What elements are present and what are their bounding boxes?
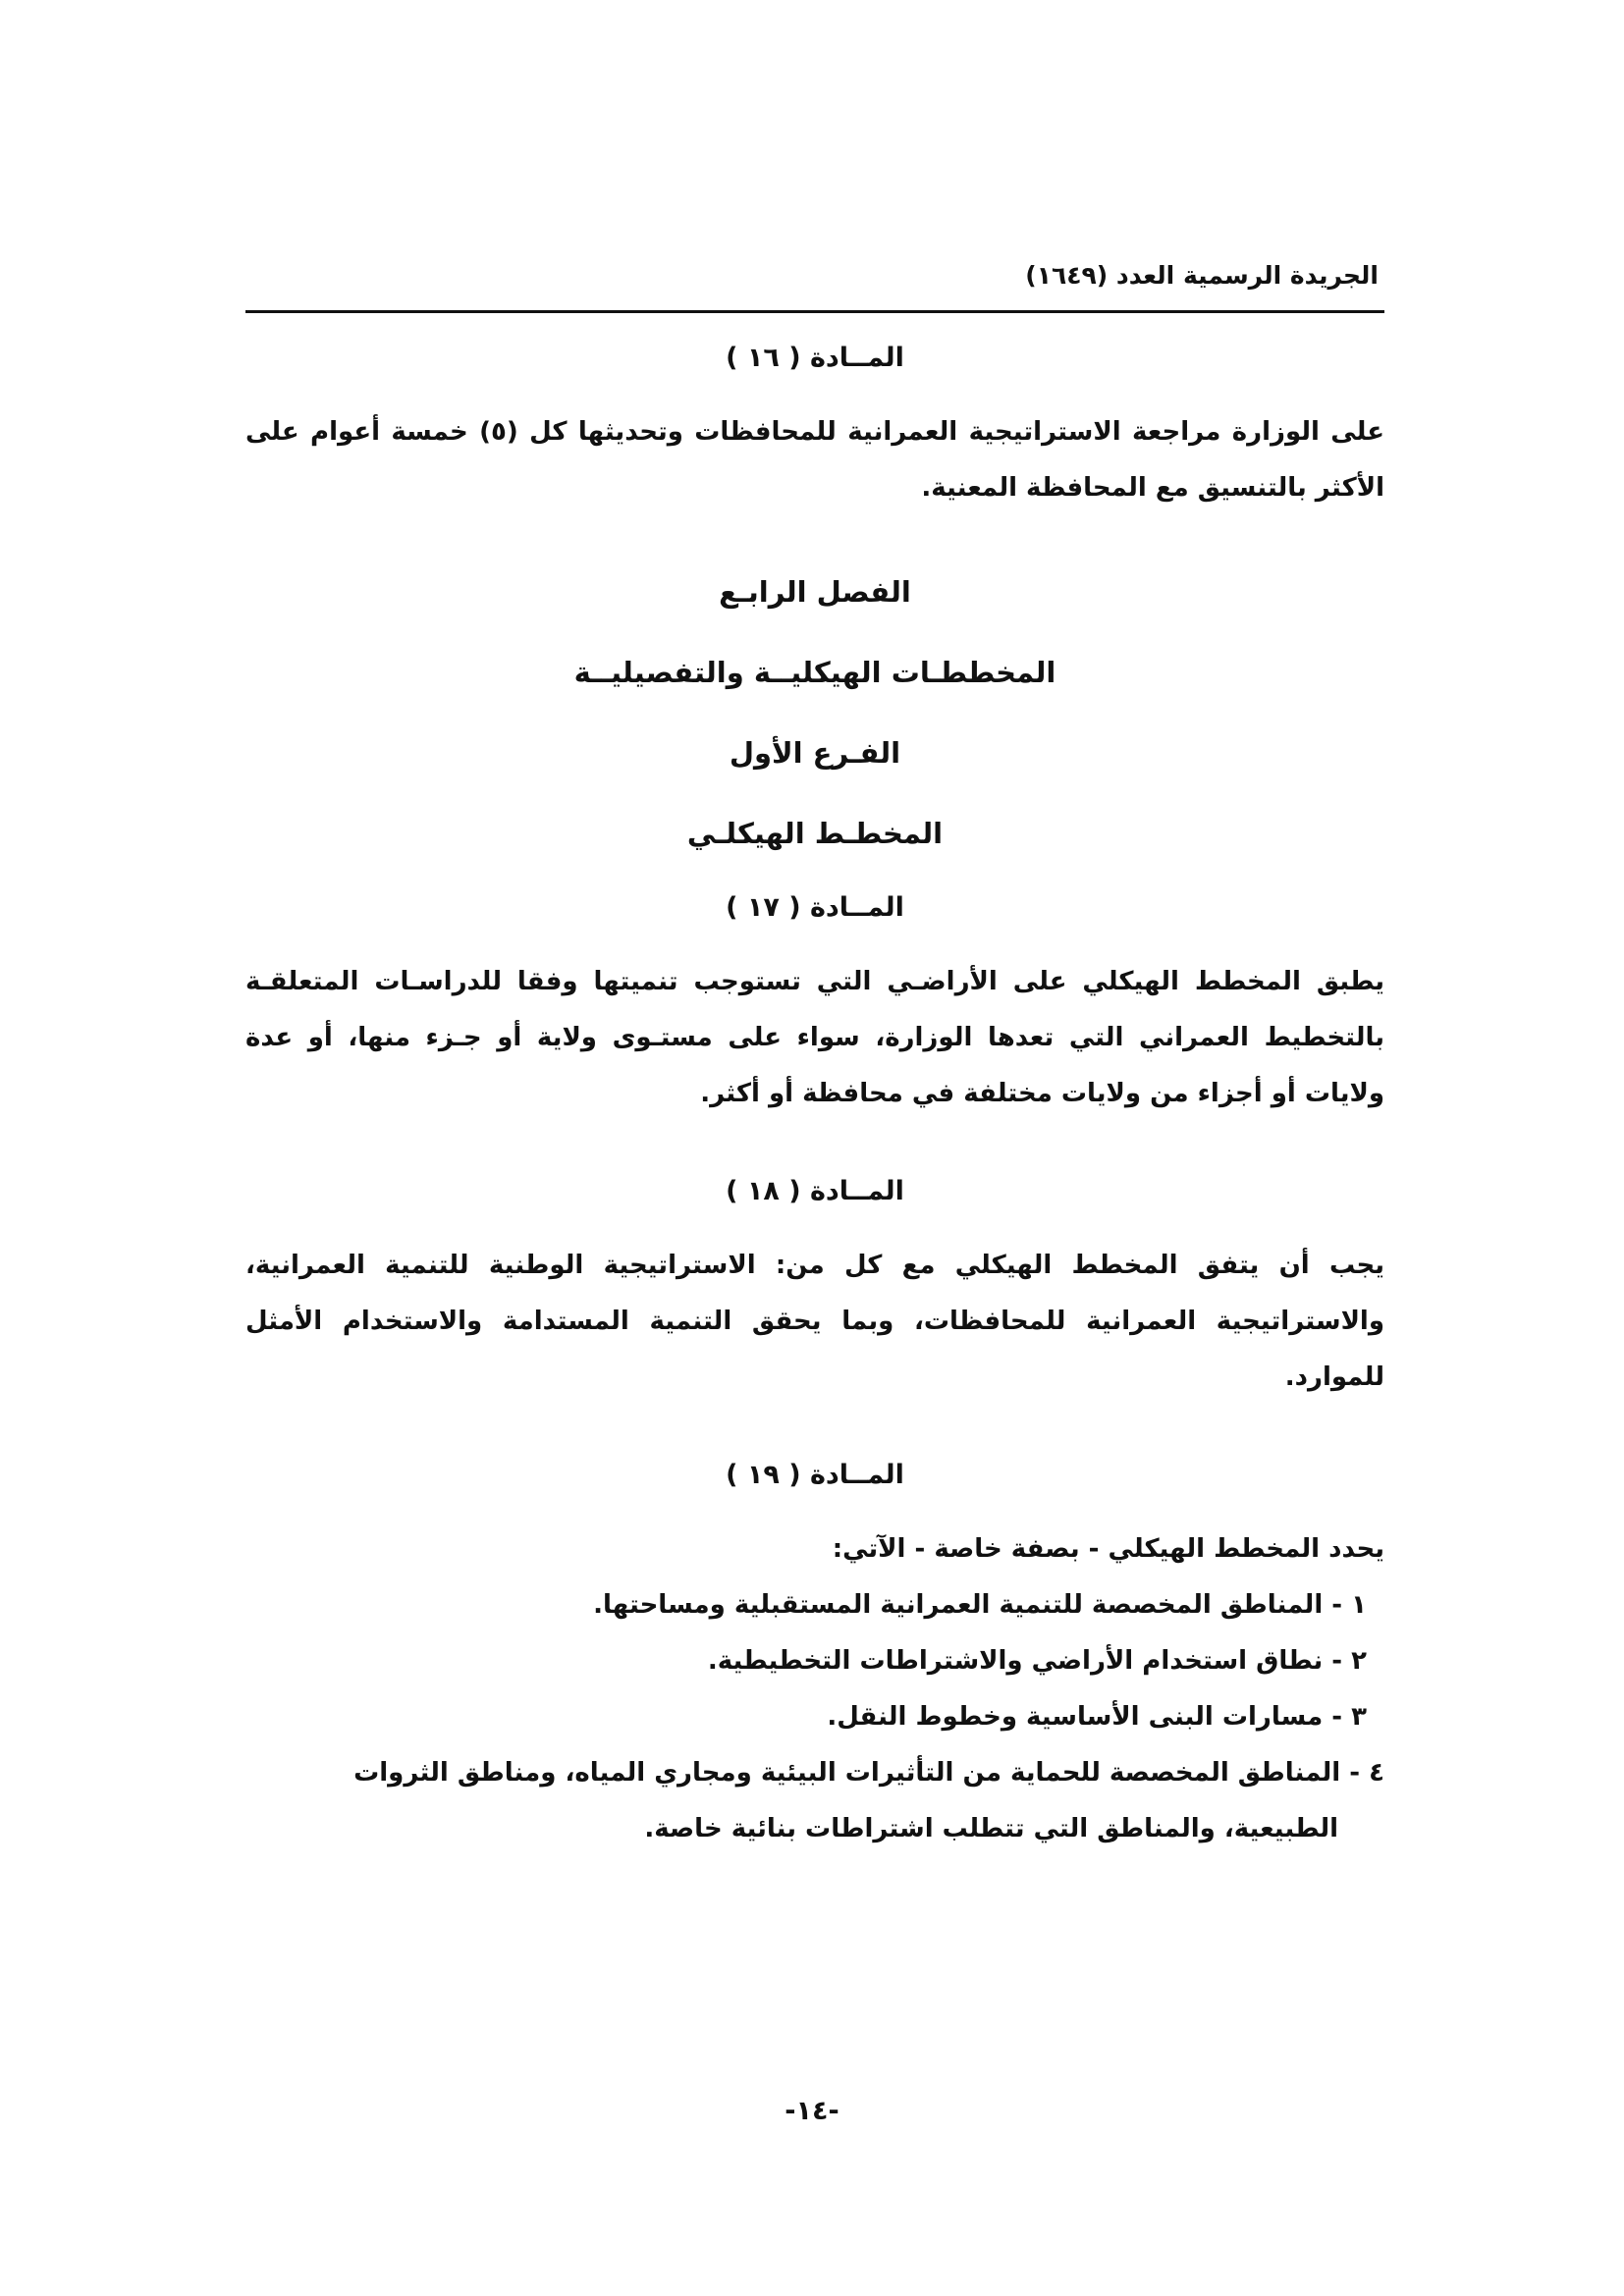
branch-subtitle: المخطـط الهيكلـي: [686, 817, 944, 850]
list-item: ٢ - نطاق استخدام الأراضي والاشتراطات التخطيطية.: [707, 1646, 1367, 1676]
chapter-subtitle: المخططـات الهيكليــة والتفصيليــة: [573, 656, 1056, 689]
article-16-text: على الوزارة مراجعة الاستراتيجية العمرانية للمحافظات وتحديثها كل (٥) خمسة أعوام على الأكثر بالتنسيق مع المحافظة المعنية.: [245, 417, 1384, 503]
article-16-heading: المــادة ( ١٦ ): [726, 343, 904, 373]
list-item-first-line: ٤ - المناطق المخصصة للحماية من التأثيرات البيئية ومجاري المياه، ومناطق الثروات: [353, 1758, 1384, 1788]
chapter-title: الفصل الرابـع: [719, 575, 911, 609]
list-item-continuation: الطبيعية، والمناطق التي تتطلب اشتراطات بنائية خاصة.: [644, 1814, 1338, 1843]
branch-title: الفـرع الأول: [729, 736, 901, 770]
article-18-text: يجب أن يتفق المخطط الهيكلي مع كل من: الاستراتيجية الوطنية للتنمية العمرانية، والاستراتيجية العمرانية للمحافظات، وبما يحقق التنمية المستدامة والاستخدام الأمثل للموارد.: [245, 1251, 1384, 1392]
page-number: -١٤-: [785, 2096, 839, 2126]
article-19-intro: يحدد المخطط الهيكلي - بصفة خاصة - الآتي:: [832, 1534, 1384, 1564]
list-item: [245, 1745, 1384, 1857]
list-item: ٣ - مسارات البنى الأساسية وخطوط النقل.: [827, 1702, 1367, 1732]
article-19-list: [245, 1577, 1384, 1857]
article-17-heading: المــادة ( ١٧ ): [726, 892, 904, 923]
list-item: ١ - المناطق المخصصة للتنمية العمرانية المستقبلية ومساحتها.: [593, 1590, 1367, 1620]
gazette-title: الجريدة الرسمية العدد (١٦٤٩): [1025, 261, 1379, 290]
page-header: [245, 257, 1384, 313]
document-body: [245, 324, 1384, 1857]
article-18-heading: المــادة ( ١٨ ): [726, 1176, 904, 1206]
article-17-text: يطبق المخطط الهيكلي على الأراضـي التي تستوجب تنميتها وفقا للدراسـات المتعلقـة بالتخطيط العمراني التي تعدها الوزارة، سواء على مستـوى ولاية أو جـزء منها، أو عدة ولايات أو أجزاء من ولايات مختلفة في محافظة أو أكثر.: [245, 967, 1384, 1108]
article-19-heading: المــادة ( ١٩ ): [726, 1460, 904, 1490]
